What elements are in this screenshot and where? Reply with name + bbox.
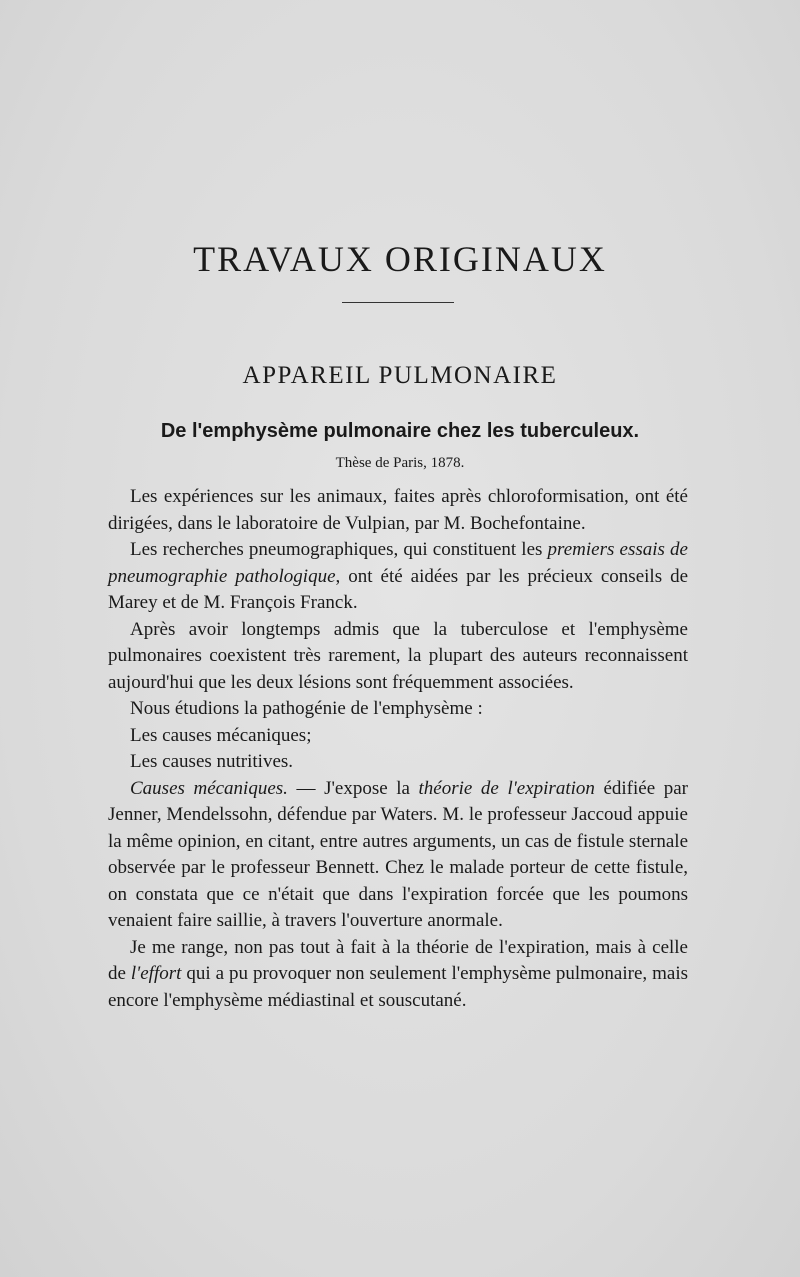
paragraph-2-text-b: , ont été aidées par les précieux conseils de Marey et de M. François Franck. [108,565,689,613]
paragraph-8 [108,935,688,1015]
article-body [108,484,688,1014]
paragraph-3: Après avoir longtemps admis que la tuberculose et l'emphysème pulmonaires coexistent très rarement, la plupart des auteurs reconnaissent aujourd'hui que les deux lésions sont fréquemment associées. [108,618,688,693]
paragraph-4: Nous étudions la pathogénie de l'emphysème : [130,698,483,719]
article-source: Thèse de Paris, 1878. [335,455,465,471]
paragraph-7-text-b: édifiée par Jenner, Mendelssohn, défendue par Waters. M. le professeur Jaccoud appuie la même opinion, en citant, entre autres arguments, un cas de fistule sternale observée par le professeur Bennett. Chez le malade porteur de cette fistule, on constata que ce n'était que dans l'expiration forcée que les poumons venaient faire saillie, à travers l'ouverture anormale. [108,777,688,931]
paragraph-2 [108,537,688,617]
paragraph-2-text-a: Les recherches pneumographiques, qui constituent les [130,539,548,560]
title-rule [342,302,454,303]
paragraph-6: Les causes nutritives. [130,751,294,772]
paragraph-8-text-b: qui a pu provoquer non seulement l'emphysème pulmonaire, mais encore l'emphysème médiastinal et souscutané. [108,963,689,1011]
paragraph-7-heading: Causes mécaniques. [130,777,288,799]
paragraph-5: Les causes mécaniques; [130,724,312,746]
paragraph-2-emphasis: premiers essais de pneumographie pathologique [108,539,688,587]
section-heading: APPAREIL PULMONAIRE [242,362,558,389]
article-title: De l'emphysème pulmonaire chez les tuberculeux. [160,420,640,442]
paragraph-8-emphasis: l'effort [130,963,182,984]
paragraph-8-text-a: Je me range, non pas tout à fait à la théorie de l'expiration, mais à celle de [108,936,688,984]
paragraph-7 [108,776,688,935]
paragraph-1: Les expériences sur les animaux, faites après chloroformisation, ont été dirigées, dans le laboratoire de Vulpian, par M. Bochefontaine. [108,486,688,534]
paragraph-7-text-a: — J'expose la [287,777,419,799]
paragraph-7-emphasis: théorie de l'expiration [418,777,595,799]
page-title: TRAVAUX ORIGINAUX [193,239,607,279]
